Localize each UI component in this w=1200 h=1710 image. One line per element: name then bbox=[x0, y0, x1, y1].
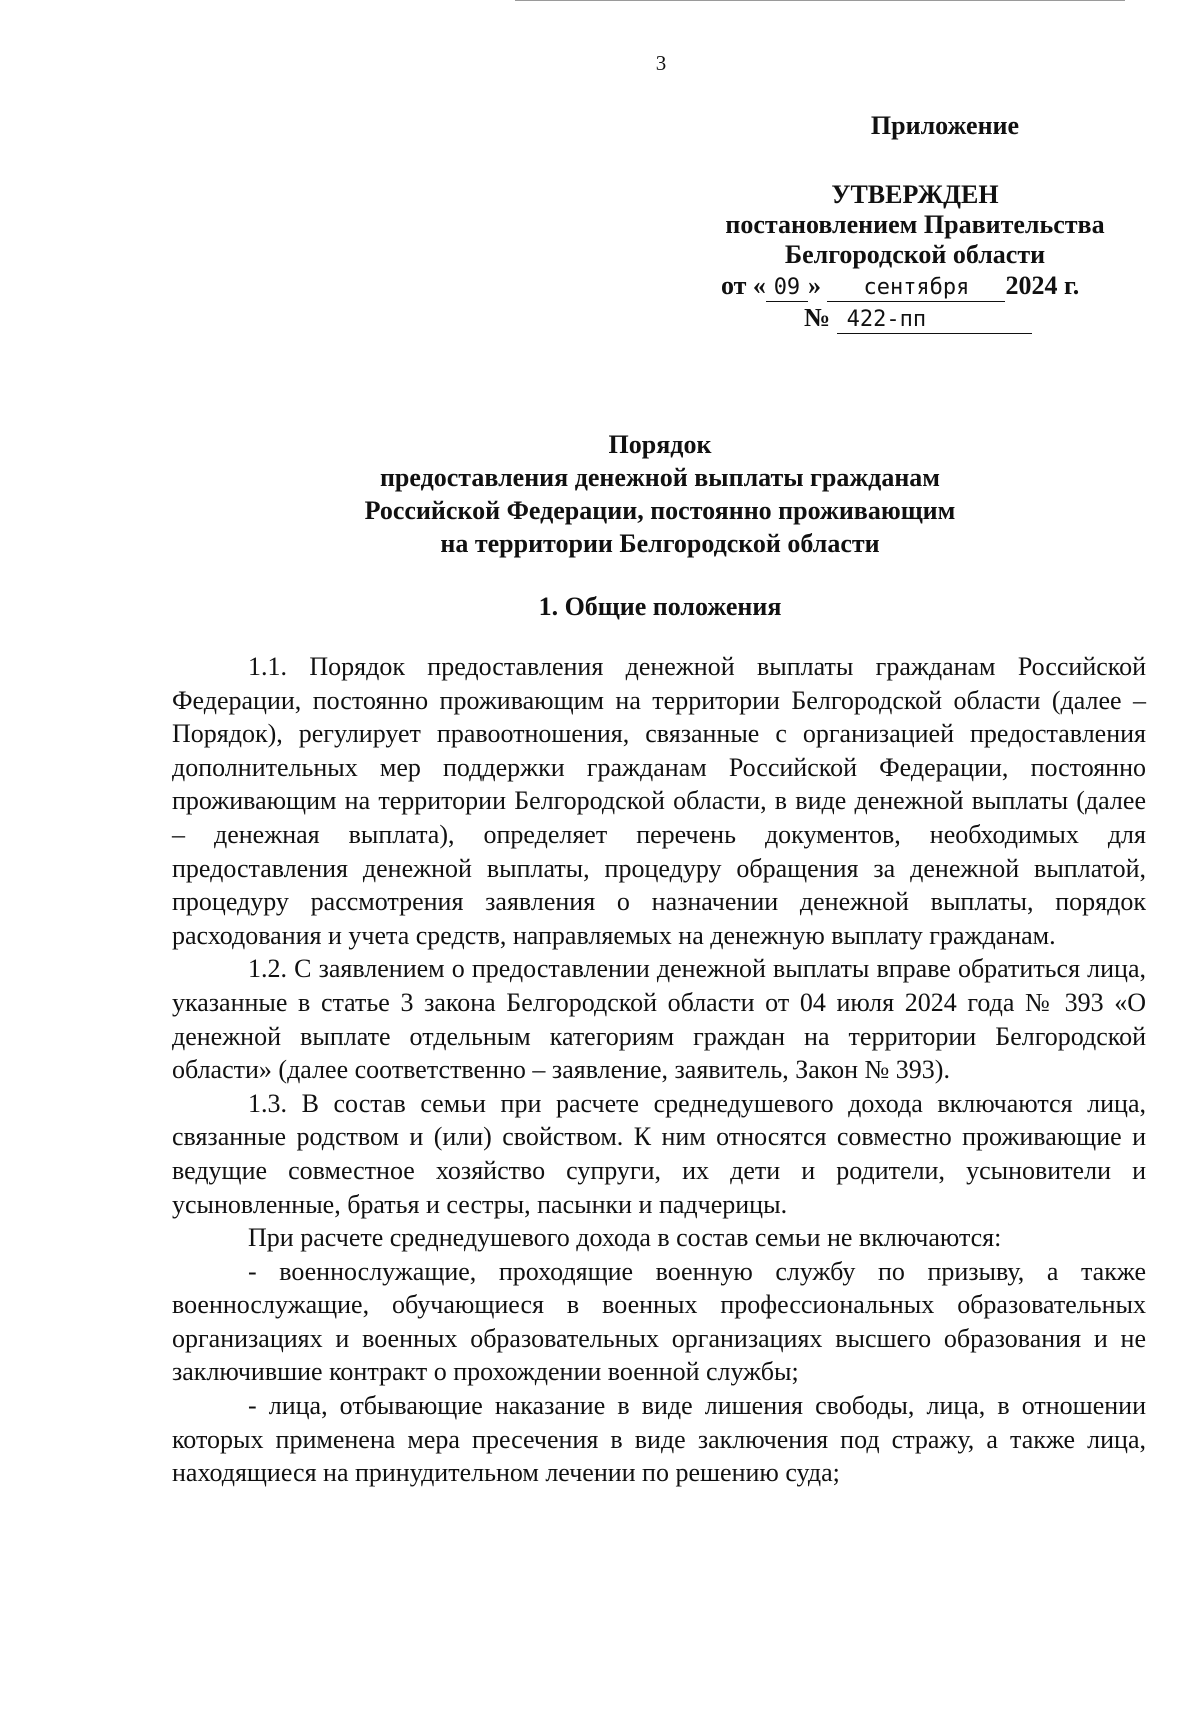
title-line-4: на территории Белгородской области bbox=[440, 529, 880, 558]
approval-stamp bbox=[700, 110, 1130, 334]
list-item-prisoners: - лица, отбывающие наказание в виде лишения свободы, лица, в отношении которых применена мера пресечения в виде заключения под стражу, а также лица, находящиеся на принудительном лечении по решению суда; bbox=[172, 1391, 1146, 1488]
region-line: Белгородской области bbox=[784, 240, 1046, 269]
list-item-military: - военнослужащие, проходящие военную службу по призыву, а также военнослужащие, обучающиеся в военных профессиональных образовательных организациях и военных образовательных организациях высшего образования и не заключившие контракт о прохождении военной службы; bbox=[172, 1256, 1146, 1387]
date-month: сентября bbox=[827, 275, 1005, 302]
approved-label: УТВЕРЖДЕН bbox=[831, 180, 999, 209]
page-number: 3 bbox=[655, 51, 667, 75]
date-prefix: от « bbox=[721, 271, 766, 300]
section-heading: 1. Общие положения bbox=[538, 592, 782, 621]
document-title bbox=[170, 428, 1150, 560]
paragraph-1-3: 1.3. В состав семьи при расчете среднедушевого дохода включаются лица, связанные родством и (или) свойством. К ним относятся совместно проживающие и ведущие совместное хозяйство супруги, их дети и родители, усыновители и усыновленные, братья и сестры, пасынки и падчерицы. bbox=[172, 1088, 1146, 1219]
paragraph-1-2: 1.2. С заявлением о предоставлении денежной выплаты вправе обратиться лица, указанные в статье 3 закона Белгородской области от 04 июля 2024 года № 393 «О денежной выплате отдельным категориям граждан на территории Белгородской области» (далее соответственно – заявление, заявитель, Закон № 393). bbox=[172, 954, 1146, 1085]
paragraph-1-1: 1.1. Порядок предоставления денежной выплаты гражданам Российской Федерации, постоянно проживающим на территории Белгородской области (далее – Порядок), регулирует правоотношения, связанные с организацией предоставления дополнительных мер поддержки гражданам Российской Федерации, постоянно проживающим на территории Белгородской области, в виде денежной выплаты (далее – денежная выплата), определяет перечень документов, необходимых для предоставления денежной выплаты, процедуру обращения за денежной выплатой, процедуру рассмотрения заявления о назначении денежной выплаты, порядок расходования и учета средств, направляемых на денежную выплату гражданам. bbox=[172, 652, 1146, 950]
section-body bbox=[172, 650, 1146, 1490]
scan-edge-line bbox=[515, 0, 1125, 1]
approval-number bbox=[700, 302, 1130, 334]
date-mid: » bbox=[807, 271, 821, 300]
title-line-2: предоставления денежной выплаты гражданам bbox=[379, 463, 941, 492]
date-day: 09 bbox=[766, 275, 808, 302]
title-line-1: Порядок bbox=[608, 430, 712, 459]
title-line-3: Российской Федерации, постоянно проживающим bbox=[364, 496, 956, 525]
date-year: 2024 г. bbox=[1005, 271, 1080, 300]
number-value: 422-пп bbox=[837, 307, 1032, 334]
approval-date bbox=[700, 270, 1130, 302]
approved-by-line: постановлением Правительства bbox=[725, 210, 1105, 239]
appendix-label: Приложение bbox=[870, 111, 1020, 140]
paragraph-exclusions-intro: При расчете среднедушевого дохода в состав семьи не включаются: bbox=[248, 1223, 1002, 1253]
number-prefix: № bbox=[804, 303, 831, 332]
